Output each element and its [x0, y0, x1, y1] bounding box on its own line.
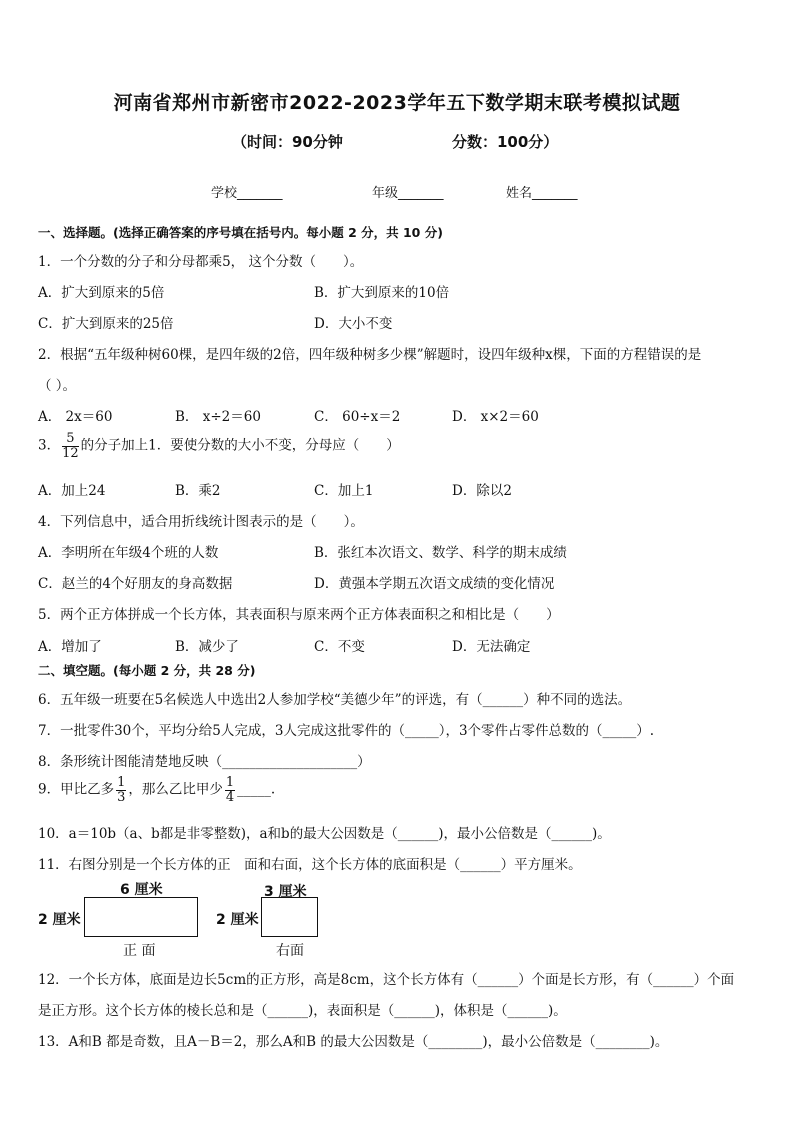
- question-3-number: 3．: [38, 437, 61, 454]
- fraction-numerator: 5: [62, 432, 79, 447]
- right-face-rect: [261, 897, 318, 937]
- question-5-option-c: C．不变: [314, 639, 365, 655]
- question-9: [38, 776, 275, 804]
- front-side-label: 2 厘米: [38, 912, 81, 928]
- question-2-option-c: C． 60÷x＝2: [314, 409, 401, 425]
- front-caption: 正 面: [123, 943, 156, 959]
- question-3-option-a: A．加上24: [38, 483, 106, 499]
- front-top-label: 6 厘米: [120, 882, 163, 898]
- question-12-line-2: 是正方形。这个长方体的棱长总和是（______)，表面积是（______)，体积是（______)。: [38, 1003, 567, 1019]
- question-12-line-1: 12．一个长方体，底面是边长5cm的正方形，高是8cm，这个长方体有（______）个面是长方形，有（______）个面: [38, 972, 735, 988]
- question-2-option-b: B． x÷2＝60: [175, 409, 261, 425]
- section-2-heading: 二、填空题。(每小题 2 分，共 28 分): [38, 663, 256, 678]
- question-4-option-c: C．赵兰的4个好朋友的身高数据: [38, 576, 233, 592]
- question-13: 13．A和B 都是奇数，且A－B＝2，那么A和B 的最大公因数是（________)，最小公倍数是（________)。: [38, 1034, 669, 1050]
- question-2-stem: 2．根据“五年级种树60棵，是四年级的2倍，四年级种树多少棵”解题时，设四年级种x棵，下面的方程错误的是: [38, 347, 702, 363]
- question-1-stem: 1．一个分数的分子和分母都乘5， 这个分数（ ）。: [38, 254, 364, 270]
- question-9-text-c: _____.: [237, 781, 276, 798]
- fraction-numerator: 1: [225, 775, 235, 790]
- question-4-option-d: D．黄强本学期五次语文成绩的变化情况: [314, 576, 555, 592]
- question-3-option-c: C．加上1: [314, 483, 374, 499]
- question-1-option-d: D．大小不变: [314, 316, 393, 332]
- question-4-stem: 4．下列信息中，适合用折线统计图表示的是（ ）。: [38, 514, 364, 530]
- grade-field: 年级_______: [372, 186, 444, 201]
- fraction-5-12: [62, 432, 79, 460]
- question-9-text-a: 9．甲比乙多: [38, 781, 115, 798]
- question-10: 10．a＝10b（a、b都是非零整数)，a和b的最大公因数是（______)，最小公倍数是（______)。: [38, 826, 611, 842]
- question-11: 11．右图分别是一个长方体的正 面和右面，这个长方体的底面积是（______）平方厘米。: [38, 857, 582, 873]
- exam-score: 分数：100分）: [452, 133, 559, 151]
- question-1-option-b: B．扩大到原来的10倍: [314, 285, 450, 301]
- question-3-option-d: D．除以2: [452, 483, 512, 499]
- question-4-option-a: A．李明所在年级4个班的人数: [38, 545, 219, 561]
- question-9-text-b: ，那么乙比甲少: [128, 781, 223, 798]
- question-1-option-a: A．扩大到原来的5倍: [38, 285, 165, 301]
- right-side-label: 2 厘米: [216, 912, 259, 928]
- question-5-stem: 5．两个正方体拼成一个长方体，其表面积与原来两个正方体表面积之和相比是（ ）: [38, 607, 560, 623]
- question-7: 7．一批零件30个，平均分给5人完成，3人完成这批零件的（_____），3个零件占零件总数的（_____）.: [38, 723, 655, 739]
- fraction-numerator: 1: [117, 775, 126, 790]
- question-1-option-c: C．扩大到原来的25倍: [38, 316, 174, 332]
- question-5-option-b: B．减少了: [175, 639, 239, 655]
- question-2-stem-cont: （ ）。: [38, 378, 77, 394]
- front-face-rect: [84, 897, 198, 937]
- fraction-1-4: [225, 776, 235, 804]
- fraction-denominator: 4: [225, 789, 235, 805]
- page-title: 河南省郑州市新密市2022-2023学年五下数学期末联考模拟试题: [113, 92, 681, 114]
- question-2-option-d: D． x×2＝60: [452, 409, 539, 425]
- section-1-heading: 一、选择题。(选择正确答案的序号填在括号内。每小题 2 分，共 10 分): [38, 225, 443, 240]
- question-3-text: 的分子加上1．要使分数的大小不变，分母应（ ）: [80, 437, 400, 454]
- exam-time: （时间：90分钟: [232, 133, 343, 151]
- fraction-denominator: 12: [62, 445, 79, 461]
- question-3-option-b: B．乘2: [175, 483, 221, 499]
- question-4-option-b: B．张红本次语文、数学、科学的期末成绩: [314, 545, 567, 561]
- name-field: 姓名_______: [506, 186, 578, 201]
- school-field: 学校_______: [211, 186, 283, 201]
- fraction-1-3: [116, 776, 126, 804]
- question-5-option-a: A．增加了: [38, 639, 102, 655]
- question-2-option-a: A． 2x＝60: [38, 409, 113, 425]
- question-5-option-d: D．无法确定: [452, 639, 531, 655]
- fraction-denominator: 3: [117, 789, 126, 805]
- question-8: 8．条形统计图能清楚地反映（____________________）: [38, 754, 371, 770]
- right-top-label: 3 厘米: [264, 884, 307, 900]
- question-3-stem: [38, 432, 400, 460]
- question-6: 6．五年级一班要在5名候选人中选出2人参加学校“美德少年”的评选，有（______）种不同的选法。: [38, 692, 632, 708]
- right-caption: 右面: [276, 943, 304, 959]
